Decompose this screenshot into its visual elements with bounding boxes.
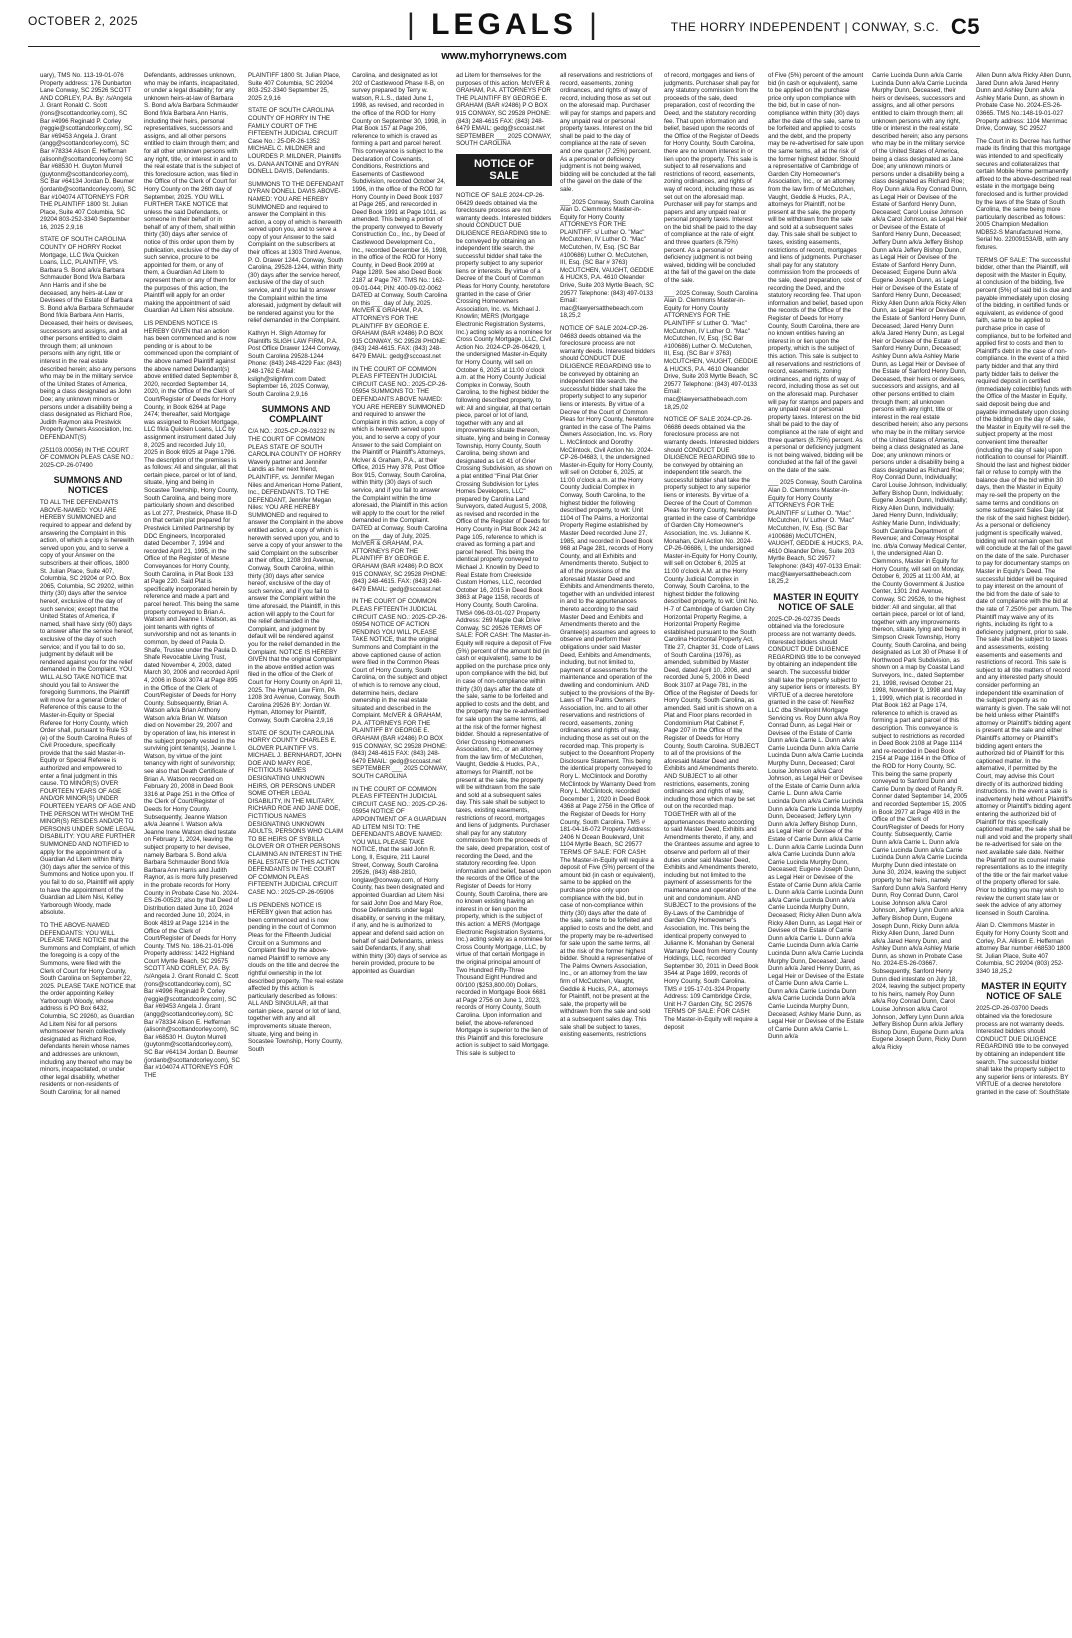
notice-paragraph: STATE OF SOUTH CAROLINA COUNTY OF HORRY IN THE FAMILY COURT OF THE FIFTEENTH JUDICIAL CIRCUIT Case No.: 25-DR-26-1352 MICHAEL C. MILDNER and LOURDES P. MILDNER, Plaintiffs vs. DANA ANTOINE and DYRAN DONELL DAVIS, Defendants. [248, 107, 341, 176]
notice-paragraph: 2025-CP-26-03700 Deeds obtained via the foreclosure process are not warranty deeds. Interested bidders should CONDUCT DUE DILIGENCE REGARDING title to be conveyed by obtaining an independent title search. The successful bidder shall take the property subject to any superior liens or interests. BY VIRTUE of a decree heretofore granted in the case of: SouthState [976, 1005, 1070, 1096]
notice-paragraph: NOTICE OF SALE 2024-CP-26-06686 deeds obtained via the foreclosure process are not warranty deeds. Interested bidders should CONDUCT DUE DILIGENCE REGARDING title to be conveyed by obtaining an independent title search. the successful bidder shall take the property subject to any superior liens or interests. By virtue of a Decree of the Court of Common Pleas for Horry County, heretofore granted in the case of Cambridge of Garden City Homeowner's Association, Inc. vs. Julianne K. Monahan, Civil Action No. 2024-CP-26-06686, I, the undersigned Master-in-Equity for Horry County, will sell on October 6, 2025 at 11:00 o'clock A.M. at the Horry County Judicial Complex in Conway, South Carolina, to the highest bidder the following described property, to wit: Unit No. H-7 of Cambridge of Garden City Horizontal Property Regime, a Horizontal Property Regime established pursuant to the South Carolina Horizontal Property Act, Title 27, Chapter 31, Code of Laws of South Carolina (1976), as amended, submitted by Master Deed, dated April 10, 2006, and recorded June 5, 2006 in Deed Book 3107 at Page 781, in the Office of the Register of Deeds for Horry County, South Carolina, as amended. Said unit is shown on a Plat and Floor plans recorded in Condominium Plat Cabinet F, Page 207 in the Office of the Register of Deeds for Horry County, South Carolina. SUBJECT to all of the provisions of the aforesaid Master Deed and Exhibits and Amendments thereto. AND SUBJECT to all other restrictions, easements, zoning ordinances and rights of way, including those which may be set out on the recorded map. TOGETHER with all of the appurtenances thereto according to said Master Deed, Exhibits and Amendments thereto, if any, and the Grantees assume and agree to observe and perform all of their duties under said Master Deed, Exhibits and Amendments thereto, including but not limited to the payment of assessments for the maintenance and operation of the unit and condominium. AND SUBJECT to the provisions of the By-Laws of the Cambridge of Garden City Homeowner's Association, Inc. This being the identical property conveyed to Julianne K. Monahan by General Warranty Deed from Horry County Holdings, LLC, recorded September 30, 2011 in Deed Book 3544 at Page 1699, records of Horry County, South Carolina. TMS # 195-17-01-324 Property Address: 109 Cambridge Circle, Unit H-7 Garden City, SC 29576 TERMS OF SALE: FOR CASH: The Master-in-Equity will require a deposit [664, 416, 760, 1031]
section-name: LEGALS [431, 8, 577, 41]
publication-info [671, 14, 980, 40]
notice-paragraph: of Five (5%) percent of the amount bid (in cash or equivalent), same to be applied on the purchase price only upon compliance with the bid, but in case of non-compliance within thirty (30) days after the date of the sale, same to be forfeited and applied to costs and the debt, and the property may be re-advertised for sale upon the same terms, all at the risk of the former highest bidder. Should a representative of Cambridge of Garden City Homeowner's Association, Inc., or an attorney from the law firm of McCutchen, Vaught, Geddie & Hucks, P.A., attorneys for Plaintiff, not be present at the sale, the property will be withdrawn from the sale and sold at a subsequent sales day. This sale shall be subject to taxes, existing easements, restrictions of record, mortgages and liens of judgments. Purchaser shall pay for any statutory commission from the proceeds of the sale, deed preparation, cost of recording the Deed, and the statutory recording fee. That upon information and belief, based upon the records of the Office of the Register of Deeds for Horry County, South Carolina, there are no known entities having an interest in or lien upon the property, which is the subject of this action. This sale is subject to all reservations and restrictions of record, easements, zoning ordinances, and rights of way of record, including those as set out on the aforesaid map. Purchaser will pay for stamps and papers and any unpaid real or personal property taxes. Interest on the bid shall be paid to the day of compliance at the rate of eight and three quarters (8.75%) percent. As a personal or deficiency judgment is not being waived, bidding will be concluded at the fall of the gavel on the date of the sale. [768, 72, 864, 474]
notice-paragraph: LIS PENDENS NOTICE IS HEREBY given that action has been commenced and is now pending in the court of Common Pleas for the Fifteenth Judicial Circuit on a Summons and Complaint filed by the above-named Plaintiff to remove any clouds on the title and decree the rightful ownership in the lot described property. The real estate affected by this action is particularly described as follows: ALL AND SINGULAR, all that certain piece, parcel or lot of land, together with any and all improvements situate thereon, situate, lying and being in Socastee Township, Horry County, South [248, 901, 344, 1053]
notice-heading: MASTER IN EQUITY NOTICE OF SALE [773, 591, 859, 612]
notice-column-1 [40, 72, 136, 1628]
notice-column-2 [144, 72, 240, 1628]
notice-column-9 [872, 72, 968, 1628]
notice-paragraph: TO ALL THE DEFENDANTS ABOVE-NAMED: YOU ARE HEREBY SUMMONED and required to appear and defend by answering the Complaint in this action, of which a copy is herewith served upon you, and to serve a copy of your Answer on the subscribers at their offices, 1800 St. Julian Place, Suite 407, Columbia, SC 29204 or P.O. Box 2065, Columbia, SC 29202, within thirty (30) days after the service hereof, exclusive of the day of such service; except that the United States of America, if named, shall have sixty (60) days to answer after the service hereof, exclusive of the day of such service; and if you fail to do so, judgment by default will be rendered against you for the relief demanded in the Complaint. YOU WILL ALSO TAKE NOTICE that should you fail to Answer the foregoing Summons, the Plaintiff will move for a general Order of Reference of this cause to the Master-in-Equity or Special Referee for Horry County, which Order shall, pursuant to Rule 53 (e) of the South Carolina Rules of Civil Procedure, specifically provide that the said Master-in-Equity or Special Referee is authorized and empowered to enter a final judgment in this cause. TO MINOR(S) OVER FOURTEEN YEARS OF AGE AND/OR MINOR(S) UNDER FOURTEEN YEARS OF AGE AND THE PERSON WITH WHOM THE MINOR(S) RESIDES AND/OR TO PERSONS UNDER SOME LEGAL DISABILITY: YOU ARE FURTHER SUMMONED AND NOTIFIED to apply for the appointment of a Guardian Ad Litem within thirty (30) days after the service of this Summons and Notice upon you. If you fail to do so, Plaintiff will apply to have the appointment of the Guardian ad Litem Nisi, Kelley Yarborough Woody, made absolute. [40, 499, 136, 917]
notice-paragraph: 2025-CP-26-02735 Deeds obtained via the foreclosure process are not warranty deeds. Interested bidders should CONDUCT DUE DILIGENCE REGARDING title to be conveyed by obtaining an independent title search. The successful bidder shall take the property subject to any superior liens or interests. BY VIRTUE of a decree heretofore granted in the case of: NewRez LLC dba Shellpoint Mortgage Servicing vs. Roy Dunn a/k/a Roy Conrad Dunn, as Legal Heir or Devisee of the Estate of Carrie Dunn a/k/a Carrie L. Dunn a/k/a Carrie Lucinda Dunn a/k/a Carrie Lucinda Dunn a/k/a Carrie Lucinda Murphy Dunn, Deceased; Carol Louise Johnson a/k/a Carol Johnson, as Legal Heir or Devisee of the Estate of Carrie Dunn a/k/a Carrie L. Dunn a/k/a Carrie Lucinda Dunn a/k/a Carrie Lucinda Dunn a/k/a Carrie Lucinda Murphy Dunn, Deceased; Jeffery Lynn Dunn a/k/a Jeffery Bishop Dunn, as Legal Heir or Devisee of the Estate of Carrie Dunn a/k/a Carrie L. Dunn a/k/a Carrie Lucinda Dunn a/k/a Carrie Lucinda Dunn a/k/a Carrie Lucinda Murphy Dunn, Deceased; Eugene Joseph Dunn, as Legal Heir or Devisee of the Estate of Carrie Dunn a/k/a Carrie L. Dunn a/k/a Carrie Lucinda Dunn a/k/a Carrie Lucinda Dunn a/k/a Carrie Lucinda Murphy Dunn, Deceased; Ricky Allen Dunn a/k/a Ricky Allen Dunn, as Legal Heir or Devisee of the Estate of Carrie Dunn a/k/a Carrie L. Dunn a/k/a Carrie Lucinda Dunn a/k/a Carrie Lucinda Dunn a/k/a Carrie Lucinda Murphy Dunn, Deceased; Jared Dunn a/k/a Jared Henry Dunn, as Legal Heir or Devisee of the Estate of Carrie Dunn a/k/a Carrie L. Dunn a/k/a Carrie Lucinda Dunn a/k/a Carrie Lucinda Dunn a/k/a Carrie Lucinda Murphy Dunn, Deceased; Ashley Marie Dunn, as Legal Heir or Devisee of the Estate of Carrie Dunn a/k/a Carrie L. Dunn a/k/a [768, 615, 864, 1041]
notice-paragraph: Allen Dunn a/k/a Ricky Allen Dunn, Jared Dunn a/k/a Jared Henry Dunn and Ashley Dunn a/k/a Ashley Marie Dunn, as shown in Probate Case No. 2024-ES-26-03665. TMS No.:148-19-01-027 Property address: 1104 Merrimac Drive, Conway, SC 29527 [976, 72, 1072, 133]
notice-paragraph: NOTICE OF SALE 2024-CP-26-06429 deeds obtained via the foreclosure process are not warranty deeds. Interested bidders should CONDUCT DUE DILIGENCE REGARDING title to be conveyed by obtaining an independent title search. the successful bidder shall take the property subject to any superior liens or interests. By virtue of a Decree of the Court of Common Pleas for Horry County, heretofore granted in the case of Grier Crossing Homeowners Association, Inc. vs. Michael J. Knowlin; MERS (Mortgage Electronic Registration Systems, Inc.) acting solely as a nominee for Cross County Mortgage, LLC, Civil Action No. 2024-CP-26-06429, I, the undersigned Master-in-Equity for Horry County, will sell on October 6, 2025 at 11:00 o'clock a.m. at the Horry County Judicial Complex in Conway, South Carolina, to the highest bidder the following described property, to wit: All and singular, all that certain piece, parcel or lot of land, together with any and all improvements situate thereon, situate, lying and being in Conway Township, Horry County, South Carolina, being shown and designated as Lot 41 of Grier Crossing Subdivision, as shown on a plat entitled "Final Plat Grier Crossing Subdivision for Lyles Homes Developers, LLC" prepared by Carolina Land Surveyors, dated August 5, 2008, as revised and recorded in the Office of the Register of Deeds for Horry County in Plat Book 242 at Page 105, reference to which is craved as forming a part and parcel hereof. This being the identical property conveyed to Michael J. Knowlin by Deed to Real Estate from Creekside Custom Homes, LLC, recorded October 16, 2015 in Deed Book 3863 at Page 1158, records of Horry County, South Carolina. TMS# 096-03-01-027 Property Address: 269 Maple Oak Drive Conway, SC 29526 TERMS OF SALE: FOR CASH: The Master-in-Equity will require a deposit of Five (5%) percent of the amount bid (in cash or equivalent), same to be applied on the purchase price only upon compliance with the bid, but in case of non-compliance within thirty (30) days after the date of the sale, same to be forfeited and applied to costs and the debt, and the property may be re-advertised for sale upon the same terms, all at the risk of the former highest bidder. Should a representative of Grier Crossing Homeowners Association, Inc., or an attorney from the law firm of McCutchen, Vaught, Geddie & Hucks, P.A., attorneys for Plaintiff, not be present at the sale, the property will be withdrawn from the sale and sold at a subsequent sales day. This sale shall be subject to taxes, existing easements, restrictions of record, mortgages and liens of judgments. Purchaser shall pay for any statutory commission from the proceeds of the sale, deed preparation, cost of recording the Deed, and the statutory recording fee. Upon information and belief, based upon the records of the Office of the Register of Deeds for Horry County, South Carolina, there are no known existing having an interest in or lien upon the property, which is the subject of this action: a MERS (Mortgage Electronic Registration Systems, Inc.) acting solely as a nominee for Cross County Mortgage, LLC, by virtue of that certain Mortgage in the original principal amount of Two Hundred Fifty-Three Thousand Eight Hundred and 00/100 ($253,800.00) Dollars, recorded in Mortgage Book 6681 at Page 2756 on June 1, 2023, records of Horry County, South Carolina. Upon information and belief, the above-referenced Mortgage is superior to the lien of this Plaintiff and this foreclosure action is subject to said Mortgage. This sale is subject to [456, 191, 552, 1058]
notice-column-5 [456, 72, 552, 1628]
masthead-rule [28, 46, 980, 47]
notice-paragraph: C/A NO.: 2025-CP-26-03232 IN THE COURT OF COMMON PLEAS STATE OF SOUTH CAROLINA COUNTY OF HORRY Waverly partner and Jennifer Landis as her next friend, PLAINTIFF, vs. Jennifer Megan Niles and American Home Patient, Inc., DEFENDANTS. TO THE DEFENDANT, Jennifer Megan Niles: YOU ARE HEREBY SUMMONED and required to answer the Complaint in the above entitled action, a copy of which is herewith served upon you, and to serve a copy of your answer to the said Complaint on the subscriber at their office, 1208 3rd Avenue, Conway, South Carolina, within thirty (30) days after service hereof, exclusive of the day of such service, and if you fail to answer the Complaint within the time aforesaid, the Plaintiff, in this action will apply to the Court for the relief demanded in the Complaint, and judgment by default will be rendered against you for the relief demanded in the Complaint. NOTICE IS HEREBY GIVEN that the original Complaint in the above entitled action was filed in the office of the Clerk of Court for Horry County on April 11, 2025. The Hyman Law Firm, PA 1208 3rd Avenue, Conway, South Carolina 29526 BY: Jordan W. Hyman, Attorney for Plaintiff, Conway, South Carolina 2,9,16 [248, 428, 344, 724]
notice-paragraph: ad Litem for themselves for the purposes of this action. McIVER & GRAHAM, P.A. ATTORNEYS FOR THE PLAINTIFF BY GEORGE E. GRAHAM (BAR #2486) P O BOX 915 CONWAY, SC 29528 PHONE: (843) 248-4615 FAX: (843) 248-6479 EMAIL: gedg@sccoast.net SEPTEMBER ___ 2025 CONWAY, SOUTH CAROLINA [456, 72, 552, 148]
issue-date: OCTOBER 2, 2025 [28, 14, 138, 28]
title-bar-left: | [407, 8, 419, 41]
notice-paragraph: IN THE COURT OF COMMON PLEAS FIFTEENTH JUDICIAL CIRCUIT CASE NO.: 2025-CP-26-05954 NOTICE OF APPOINTMENT OF A GUARDIAN AD LITEM NISI TO: THE DEFENDANTS ABOVE NAMED: YOU WILL PLEASE TAKE NOTICE, that the said John R. Long, II, Esquire, 211 Laurel Street, Conway, South Carolina 29526, (843) 488-2810, longlaw@conway.com, of Horry County, has been designated and appointed Guardian ad Litem Nisi for said John Doe and Mary Roe, those Defendants under legal disability, or serving in the military, if any, and he is authorized to appear and defend said action on behalf of said Defendants, unless said Defendants, if any, shall within thirty (30) days of service as herein provided, procure to be appointed as Guardian [352, 785, 448, 975]
notice-paragraph: IN THE COURT OF COMMON PLEAS FIFTEENTH JUDICIAL CIRCUIT CASE NO.: 2025-CP-26-05954 NOTICE OF ACTION PENDING YOU WILL PLEASE TAKE NOTICE, that the original Summons and Complaint in the above captioned cause of action were filed in the Common Pleas Court of Horry County, South Carolina, on the subject and object of which is to remove any cloud, determine heirs, declare ownership in the real estate situated and described in the Complaint. McIVER & GRAHAM, P.A. ATTORNEYS FOR THE PLAINTIFF BY GEORGE E. GRAHAM (BAR #2486) P.O BOX 915 CONWAY, SC 29528 PHONE: (843) 248-4615 FAX: (843) 248-6479 EMAIL: gedg@sccoast.net SEPTEMBER ___ 2025 CONWAY, SOUTH CAROLINA [352, 598, 448, 781]
notice-paragraph: of record, mortgages and liens of judgments. Purchaser shall pay for any statutory commission from the proceeds of the sale, deed preparation, cost of recording the Deed, and the statutory recording fee. That upon information and belief, based upon the records of the Office of the Register of Deeds for Horry County, South Carolina, there are no known interest in or lien upon the property. This sale is subject to all reservations and restrictions of record, easements, zoning ordinances, and rights of way of record, including those as set out on the aforesaid map. Purchaser will pay for stamps and papers and any unpaid real or personal property taxes. Interest on the bid shall be paid to the day of compliance at the rate of eight and three quarters (8.75%) percent. As a personal or deficiency judgment is not being waived, bidding will be concluded at the fall of the gavel on the date of the sale. [664, 72, 760, 285]
notice-paragraph: Carolina, and designated as lot 202 of Castlewood Phase II-B, on survey prepared by Terry w. watson, R.L.S., dated June 1, 1998, as revised, and recorded in the office of the ROD for Horry County on September 30, 1998, in Plat Book 157 at Page 206, reference to which is craved as forming a part and parcel hereof. This conveyance is subject to the Declaration of Covenants, Conditions, Restrictions and Easements of Castlewood Subdivision, recorded October 24, 1996, in the office of the ROD for Horry County in Deed Book 1937 at Page 265, and rerecorded in Deed Book 1991 at Page 1011, as amended. This being a portion of the property conveyed to Beverly Construction Co., Inc., by Deed of Castlewood Development Co., Inc., recorded December 16, 1998, in the office of the ROD for Horry County, in Deed Book 2099 at Page 1289. See also Deed Book 2187 at Page 767. TMS No.: 162-09-01-044; PIN: 400-09-02-0062 DATED at Conway, South Carolina on this ___ day of July, 2025. McIVER & GRAHAM, P.A. ATTORNEYS FOR THE PLAINTIFF BY GEORGE E. GRAHAM (BAR #2486) P.O BOX 915 CONWAY, SC 29528 PHONE: (843) 248-4615. FAX: (843) 248-6479 EMAIL: gedg@sccoast.net [352, 72, 448, 360]
notice-paragraph: Alan D. Clemmons Master in Equity for Horry County Scott and Corley, P.A. Allison E. Heffernan attorney Bar number #68530 1800 St. Julian Place, Suite 407 Columbia, SC 29204 (803) 252-3340 18,25,2 [976, 922, 1071, 975]
notice-paragraph: (251103.00056) IN THE COURT OF COMMON PLEAS CASE NO.: 2025-CP-26-07490 [40, 446, 134, 469]
notice-column-3 [248, 72, 344, 1628]
notice-column-10 [976, 72, 1072, 1628]
notice-heading: NOTICE OF SALE [456, 154, 552, 186]
notice-paragraph: The Court in its Decree has further made its finding that this mortgage was intended to and specifically secures and collateralizes that certain Mobile Home permanently affixed to the above-described real estate in the mortgage being foreclosed and is further provided by the laws of the State of South Carolina, the same being more particularly described as follows: 2005 Champion Medallion MDB52-S Manufactured Home, Serial No. 22009153A/B, with any fixtures. [976, 137, 1071, 252]
notice-paragraph: ___ 2025 Conway, South Carolina Alan D. Clemmons Master-in-Equity for Horry County ATTORNEYS FOR THE PLAINTIFF s/ Luther O. "Mac" McCutchen, IV Luther O. "Mac" McCutchen, IV, Esq. (SC Bar #100686) Luther O. McCutchen, III, Esq. (SC Bar # 3763) McCUTCHEN, VAUGHT, GEDDIE & HUCKS, P.A. 4610 Oleander Drive, Suite 203 Myrtle Beach, SC 29577 Telephone: (843) 497-0133 Email: mac@lawyersatthebeach.com 18,25,02 [664, 289, 758, 411]
notice-paragraph: STATE OF SOUTH CAROLINA HORRY COUNTY CHARLES E. GLOVER PLAINTIFF VS. MICHAEL J. BERNHARDT, JOHN DOE AND MARY ROE, FICTITIOUS NAMES DESIGNATING UNKNOWN HEIRS, OR PERSONS UNDER SOME OTHER LEGAL DISABILITY, IN THE MILITARY, RICHARD ROE AND JANE DOE, FICTITIOUS NAMES DESIGNATING UNKNOWN ADULTS, PERSONS WHO CLAIM TO BE HEIRS OF SYBILLA GLOVER OR OTHER PERSONS CLAIMING AN INTEREST IN THE REAL ESTATE OF THIS ACTION DEFENDANTS IN THE COURT OF COMMON PLEAS FIFTEENTH JUDICIAL CIRCUIT CASE NO.: 2025-CP-26-05906 [248, 729, 344, 896]
notice-paragraph: uary), TMS No. 113-19-01-076 Property address: 176 Dunbarton Lane Conway, SC 29526 SCOTT AND CORLEY, P.A. By: /s/Angela J. Grant Ronald C. Scott (rons@scottandcorley.com), SC Bar #4996 Reginald P. Corley (reggie@scottandcorley.com), SC Bar #69453 Angela J. Grant (angg@scottandcorley.com), SC Bar #78334 Alison E. Heffernan (alisonh@scottandcorley.com) SC Bar #68530 H. Guyton Murrell (guytonm@scottandcorley.com), SC Bar #64134 Jordan D. Beumer (jordanb@scottandcorley.com), SC Bar #104074 ATTORNEYS FOR THE PLAINTIFF 1800 St. Julian Place, Suite 407 Columbia, SC 29204 803-252-3340 September 16, 2025 2,9,16 [40, 72, 136, 231]
notice-column-4 [352, 72, 448, 1628]
notice-column-7 [664, 72, 760, 1628]
notice-paragraph: all reservations and restrictions of record, easements, zoning ordinances, and rights of way of record, including those as set out on the aforesaid map. Purchaser will pay for stamps and papers and any unpaid real or personal property taxes. Interest on the bid shall be paid to the day of compliance at the rate of seven and one quarter (7.25%) percent. As a personal or deficiency judgment is not being waived, bidding will be concluded at the fall of the gavel on the date of the sale. [560, 72, 656, 193]
notice-paragraph: STATE OF SOUTH CAROLINA COUNTY OF HORRY Rocket Mortgage, LLC f/k/a Quicken Loans, LLC, PLAINTIFF, VS. Barbara S. Bond a/k/a Barbara Schmauder Bond f/k/a Barbara Ann Harris and if she be deceased, any heirs-at-Law or Devisees of the Estate of Barbara S. Bond a/k/a Barbara Schmauder Bond f/k/a Barbara Ann Harris, Deceased, their heirs or devisees, successors and assigns, and all other persons entitled to claim through them; all unknown persons with any right, title or interest in the real estate described herein; also any persons who may be in the military service of the United States of America, being a class designated as John Doe; any unknown minors or persons under a disability being a class designated as Richard Roe, Judith Raymon aka Prestwick Property Owners Association, Inc. DEFENDANT(S) [40, 236, 136, 441]
website-link[interactable]: www.myhorrynews.com [441, 50, 567, 62]
notice-paragraph: PLAINTIFF 1800 St. Julian Place, Suite 407 Columbia, SC 29204 803-252-3340 September 25, 2025 2,9,16 [248, 72, 341, 102]
masthead [28, 8, 980, 42]
page-number: C5 [950, 14, 980, 39]
notice-paragraph: Carrie Lucinda Dunn a/k/a Carrie Lucinda Dunn a/k/a Carrie Lucinda Murphy Dunn, Deceased, their heirs or devisees, successors and assigns, and all other persons entitled to claim through them; all unknown persons with any right, title or interest in the real estate described herein; also any persons who may be in the military service of the United States of America, being a class designated as Jane Doe; any unknown minors or persons under a disability being a class designated as Richard Roe; Roy Dunn a/k/a Roy Conrad Dunn, as Legal Heir or Devisee of the Estate of Sanford Henry Dunn, Deceased; Carol Louise Johnson a/k/a Carol Johnson, as Legal Heir or Devisee of the Estate of Sanford Henry Dunn, Deceased; Jeffery Dunn a/k/a Jeffery Bishop Dunn a/k/a Jeffery Bishop Dunn, as Legal Heir or Devisee of the Estate of Sanford Henry Dunn, Deceased; Eugene Dunn a/k/a Eugene Joseph Dunn, as Legal Heir or Devisee of the Estate of Sanford Henry Dunn, Deceased; Ricky Allen Dunn a/k/a Ricky Allen Dunn, as Legal Heir or Devisee of the Estate of Sanford Henry Dunn, Deceased; Jared Henry Dunn a/k/a Jared Henry Dunn, as Legal Heir or Devisee of the Estate of Sanford Henry Dunn, Deceased; Ashley Dunn a/k/a Ashley Marie Dunn, as Legal Heir or Devisee of the Estate of Sanford Henry Dunn, Deceased, their heirs or devisees, successors and assigns, and all other persons entitled to claim through them; all unknown persons with any right, title or interest in the real estate described herein; also any persons who may be in the military service of the United States of America, being a class designated as Jane Doe; any unknown minors or persons under a disability being a class designated as Richard Roe; Roy Conrad Dunn, Individually; Carol Louise Johnson, Individually; Jeffery Bishop Dunn, Individually; Eugene Joseph Dunn, Individually; Ricky Allen Dunn, Individually; Jared Henry Dunn, Individually; Ashley Marie Dunn, Individually; South Carolina Department of Revenue; and Conway Hospital Inc. d/b/a Conway Medical Center, I, the undersigned Alan D. Clemmons, Master in Equity for Horry County, will sell on Monday, October 6, 2025 at 11:00 AM, at the County Government & Justice Center, 1301 2nd Avenue, Conway, SC 29526, to the highest bidder: All and singular, all that certain piece, parcel or lot of land, together with any improvements thereon, situate, lying and being in Simpson Creek Township, Horry County, South Carolina, and being designated as Lot 30 of Phase II of Northwood Park Subdivision, as shown on a map by Coastal Land Surveyors, Inc., dated September 21, 1998, revised October 21, 1998, November 9, 1998 and May 1, 1999, which plat is recorded in Plat Book 162 at Page 174, reference to which is craved as forming a part and parcel of this description. This conveyance is subject to restrictions as recorded in Deed Book 2108 at Page 1114 and re-recorded in Deed Book 2154 at Page 1164 in the Office of the ROD for Horry County, SC. This being the same property conveyed to Sanford Dunn and Carrie Dunn by deed of Randy R. Conner dated September 14, 2005 and recorded September 15, 2005 in Book 2977 at Page 493 in the Office of the Clerk of Court/Register of Deeds for Horry County. Subsequently, Carrie Dunn a/k/a Carrie L. Dunn a/k/a Carrie Lucinda Dunn a/k/a Carrie Lucinda Dunn a/k/a Carrie Lucinda Murphy Dunn died intestate on June 30, 2024, leaving the subject property to her heirs, namely Sanford Dunn a/k/a Sanford Henry Dunn, Roy Conrad Dunn, Carol Louise Johnson a/k/a Carol Johnson, Jeffery Lynn Dunn a/k/a Jeffery Bishop Dunn, Eugene Joseph Dunn, Ricky Dunn a/k/a Ricky Allen Dunn, Jared Dunn a/k/a Jared Henry Dunn, and Ashley Dunn a/k/a Ashley Marie Dunn, as shown in Probate Case No. 2024-ES-26-03667. Subsequently, Sanford Henry Dunn died intestate on July 18, 2024, leaving the subject property to his heirs, namely Roy Dunn a/k/a Roy Conrad Dunn, Carol Louise Johnson a/k/a Carol Johnson, Jeffery Lynn Dunn a/k/a Jeffery Bishop Dunn a/k/a Jeffery Bishop Dunn, Eugene Dunn a/k/a Eugene Joseph Dunn, Ricky Dunn a/k/a Ricky [872, 72, 968, 1051]
notice-paragraph: TO THE ABOVE-NAMED DEFENDANTS: YOU WILL PLEASE TAKE NOTICE that the Summons and Complaint, of which the foregoing is a copy of the Summons, were filed with the Clerk of Court for Horry County, South Carolina on September 22, 2025. PLEASE TAKE NOTICE that the order appointing Kelley Yarborough Woody, whose address is PO Box 6432, Columbia, SC 29260, as Guardian Ad Litem Nisi for all persons whomsoever herein collectively designated as Richard Roe, defendants herein whose names and addresses are unknown, including any thereof who may be minors, incapacitated, or under other legal disability, whether residents or non-residents of South Carolina; for all named [40, 921, 136, 1096]
notice-paragraph: NOTICE OF SALE 2024-CP-26-04683 deeds obtained via the foreclosure process are not warranty deeds. Interested bidders should CONDUCT DUE DILIGENCE REGARDING title to be conveyed by obtaining an independent title search. the successful bidder shall take the property subject to any superior liens or interests. By virtue of a Decree of the Court of Common Pleas for Horry County, heretofore granted in the case of The Palms Owners Association, Inc. vs. Rory L. McClintock and Dorothy McClintock, Civil Action No. 2024-CP-26-04683, I, the undersigned Master-in-Equity for Horry County, will sell on October 6, 2025, at 11:00 o'clock a.m. at the Horry County Judicial Complex in Conway, South Carolina, to the highest bidder the following described property, to wit: Unit 1104 of The Palms, a Horizontal Property Regime established by Master Deed recorded June 27, 1985, and recorded in Deed Book 968 at Page 281, records of Horry County, and all Exhibits and Amendments thereto. Subject to all of the provisions of the aforesaid Master Deed and Exhibits and Amendments thereto, together with an undivided interest in and to the appurtenances thereto according to the said Master Deed and Exhibits and Amendments thereto and the Grantee(s) assumes and agrees to observe and perform their obligations under said Master Deed, Exhibits and Amendments, including, but not limited to, payment of assessments for the maintenance and operation of the dwelling and condominium. AND subject to the provisions of the By-Laws of The Palms Owners Association, Inc. and to all other reservations and restrictions of record, easements, zoning ordinances and rights of way, including those as set out on the recorded map. This property is subject to the Oceanfront Property Disclosure Statement. This being the identical property conveyed to Rory L. McClintock and Dorothy McClintock by Warranty Deed from Rory L. McClintock, recorded December 1, 2020 in Deed Book 4368 at Page 2756 in the Office of the Register of Deeds for Horry County, South Carolina. TMS # 181-04-16-072 Property Address: 2406 N Ocean Boulevard, Unit 1104 Myrtle Beach, SC 29577 TERMS OF SALE: FOR CASH: The Master-in-Equity will require a deposit of Five (5%) percent of the amount bid (in cash or equivalent), same to be applied on the purchase price only upon compliance with the bid, but in case of non-compliance within thirty (30) days after the date of the sale, same to be forfeited and applied to costs and the debt, and the property may be re-advertised for sale upon the same terms, all at the risk of the former highest bidder. Should a representative of The Palms Owners Association, Inc., or an attorney from the law firm of McCutchen, Vaught, Geddie & Hucks, P.A., attorneys for Plaintiff, not be present at the sale, the property will be withdrawn from the sale and sold at a subsequent sales day. This sale shall be subject to taxes, existing easements, restrictions [560, 325, 656, 1039]
publication-name: THE HORRY INDEPENDENT | CONWAY, S.C. [670, 20, 940, 34]
legal-notices-columns [40, 72, 1072, 1628]
notice-paragraph: SUMMONS TO THE DEFENDANT DYRAN DONELL DAVIS ABOVE-NAMED: YOU ARE HEREBY SUMMONED and required to answer the Complaint in this action, a copy of which is herewith served upon you, and to serve a copy of your Answer to the said Complaint on the subscribers at their offices at 1303 Third Avenue, P. O. Drawer 1244, Conway, South Carolina, 29528-1244, within thirty (30) days after the service hereof, exclusive of the day of such service, and if you fail to answer the Complaint within the time aforesaid, judgment by default will be rendered against you for the relief demanded in the Complaint. [248, 180, 344, 325]
notice-paragraph: Kathryn H. Sligh Attorney for Plaintiffs SLIGH LAW FIRM, P.A. Post Office Drawer 1244 Conway, South Carolina 29528-1244 Phone: (843) 248-4229 Fax: (843) 248-1762 E-Mail: ksligh@slighfirm.com Dated: September 16, 2025 Conway, South Carolina 2,9,16 [248, 330, 342, 398]
notice-heading: SUMMONS AND COMPLAINT [261, 404, 331, 425]
notice-paragraph: LIS PENDENS NOTICE IS HEREBY GIVEN that an action has been commenced and is now pending or is about to be commenced upon the complaint of the above named Plaintiff against the above named Defendant(s) above entitled dated September 8, 2020, recorded September 14, 2020, in the Office of the Clerk of Court/Register of Deeds for Horry County, in Book 6264 at Page 2474; thereafter, said Mortgage was assigned to Rocket Mortgage, LLC f/k/a Quicken Loans, LLC by assignment instrument dated July 8, 2025 and recorded July 10, 2025 in Book 6925 at Page 1796. The description of the premises is as follows: All and singular, all that certain piece, parcel or lot of land, situate, lying and being in Socastee Township, Horry County, South Carolina, and being more particularly shown and described as Lot 277, Prestwick, Phase III-D on that certain plat prepared for Prestwick Limited Partnership by DDC Engineers, Incorporated dated December 7, 1994 and recorded April 21, 1995, in the Office of the Register of Mesne Conveyances for Horry County, South Carolina, in Plat Book 133 at Page 220. Said Plat is specifically incorporated herein by reference and made a part and parcel hereof. This being the same property conveyed to Brian A. Watson and Jeanne I. Watson, as joint tenants with rights of survivorship and not as tenants in common, by deed of Paula D. Shafe, Trustee under the Paula D. Shafe Revocable Living Trust, dated November 4, 2003, dated March 30, 2006 and recorded April 4, 2006 in Book 3074 at Page 895 in the Office of the Clerk of Court/Register of Deeds for Horry County. Subsequently, Brian A. Watson a/k/a Brian Anthony Watson a/k/a Brian W. Watson died on November 29, 2007 and by operation of law, his interest in the subject property vested in the surviving joint tenant(s), Jeanne I. Watson, by virtue of the joint tenancy with right of survivorship; see also that Death Certificate of Brian A. Watson recorded on February 20, 2008 in Deed Book 3316 at Page 251 in the Office of the Clerk of Court/Register of Deeds for Horry County. Subsequently, Jeanne Watson a/k/a Jeanne I. Watson a/k/a Jeanne Irene Watson died testate on February 1, 2024, leaving the subject property to her devisee, namely Barbara S. Bond a/k/a Barbara Schmauder Bond f/k/a Barbara Ann Harris and Judith Raynor, as is more fully preserved in the probate records for Horry County in Probate Case No. 2024-ES-26-00523; also by that Deed of Distribution dated June 10, 2024 and recorded June 10, 2024, in Book 4819 at Page 1214 in the Office of the Clerk of Court/Register of Deeds for Horry County. TMS No. 186-21-01-096 Property address: 1422 Highland Court Myrtle Beach, SC 29575 SCOTT AND CORLEY, P.A. By: /s/Angela J. Grant Ronald C. Scott (rons@scottandcorley.com), SC Bar #4996 Reginald P. Corley (reggie@scottandcorley.com), SC Bar #69453 Angela J. Grant (angg@scottandcorley.com), SC Bar #78334 Alison E. Heffernan (alisonh@scottandcorley.com), SC Bar #68530 H. Guyton Murrell (guytonm@scottandcorley.com), SC Bar #64134 Jordan D. Beumer (jordanb@scottandcorley.com), SC Bar #104074 ATTORNEYS FOR THE [144, 320, 240, 1079]
notice-heading: MASTER IN EQUITY NOTICE OF SALE [981, 981, 1067, 1002]
notice-paragraph: TERMS OF SALE: The successful bidder, other than the Plaintiff, will deposit with the Master in Equity, at conclusion of the bidding, five percent (5%) of said bid is due and payable immediately upon closing of the bidding, in certified funds or equivalent, as evidence of good faith, same to be applied to purchase price in case of compliance, but to be forfeited and applied first to costs and then to Plaintiff's debt in the case of non-compliance. In the event of a third party bidder and that any third party bidder fails to deliver the required deposit in certified (immediately collectible) funds with the Office of the Master in Equity, said deposit being due and payable immediately upon closing of the bidding on the day of sale, the Master in Equity will re-sell the subject property at the most convenient time thereafter (including the day of sale) upon notification to counsel for Plaintiff. Should the last and highest bidder fail or refuse to comply with the balance due of the bid within 30 days, then the Master in Equity may re-sell the property on the same terms and conditions on some subsequent Sales Day (at the risk of the said highest bidder). As a personal or deficiency judgment is specifically waived, bidding will not remain open but will conclude at the fall of the gavel on the date of the sale. Purchaser to pay for documentary stamps on Master in Equity's Deed. The successful bidder will be required to pay interest on the amount of the bid from the date of sale to date of compliance with the bid at the rate of 7.250% per annum. The Plaintiff may waive any of its rights, including its right to a deficiency judgment, prior to sale. The sale shall be subject to taxes and assessments, existing easements and easements and restrictions of record. This sale is subject to all title matters of record and any interested party should consider performing an independent title examination of the subject property as no warranty is given. The sale will not be held unless either Plaintiff's attorney or Plaintiff's bidding agent is present at the sale and either Plaintiff's attorney or Plaintiff's bidding agent enters the authorized bid of Plaintiff for this captioned matter. In the alternative, if permitted by the Court, may advise this Court directly of its authorized bidding instructions. In the event a sale is inadvertently held without Plaintiff's attorney or Plaintiff's bidding agent entering the authorized bid of Plaintiff for this specifically captioned matter, the sale shall be null and void and the property shall be re-advertised for sale on the next available sale date. Neither the Plaintiff nor its counsel make representations as to the integrity of the title or the fair market value of the property offered for sale. Prior to bidding you may wish to review the current state law or seek the advice of any attorney licensed in South Carolina. [976, 256, 1072, 917]
notice-paragraph: ___ 2025 Conway, South Carolina Alan D. Clemmons Master-in-Equity for Horry County ATTORNEYS FOR THE PLAINTIFF s/ Luther O. "Mac" McCutchen, IV Luther O. "Mac" McCutchen, IV, Esq. (SC Bar #100686) McCUTCHEN, VAUGHT, GEDDIE & HUCKS, P.A. 4610 Oleander Drive, Suite 203 Myrtle Beach, SC 29577 Telephone: (843) 497-0133 Email: mac@lawyersatthebeach.com 18,25,2 [768, 479, 864, 586]
notice-heading: SUMMONS AND NOTICES [53, 475, 123, 496]
notice-paragraph: IN THE COURT OF COMMON PLEAS FIFTEENTH JUDICIAL CIRCUIT CASE NO.: 2025-CP-26-05954 SUMMONS TO: THE DEFENDANTS ABOVE NAMED: YOU ARE HEREBY SUMMONED and required to answer the Complaint in this action, a copy of which is herewith served upon you, and to serve a copy of your Answer to the said Complaint on the Plaintiff or Plaintiff's Attorneys, McIver & Graham, P.A., at their Office, 2015 Hwy 378, Post Office Box 915, Conway, South Carolina, within thirty (30) days of such service, and if you fail to answer the Complaint within the time aforesaid, the Plaintiff in this action will apply to the court for the relief demanded in the Complaint. DATED at Conway, South Carolina on the ___ day of July, 2025. McIVER & GRAHAM, P.A. ATTORNEYS FOR THE PLAINTIFF BY GEORGE E. GRAHAM (BAR #2486) P.O BOX 915 CONWAY, SC 29528 PHONE: (843) 248-4615. FAX: (843) 248-6479 EMAIL: gedg@sccoast.net [352, 365, 448, 593]
notice-column-6 [560, 72, 656, 1628]
notice-column-8 [768, 72, 864, 1628]
title-bar-right: | [589, 8, 601, 41]
notice-paragraph: Defendants, addresses unknown, who may be infants, incapacitated, or under a legal disability; for any unknown heirs-at-law of Barbara S. Bond a/k/a Barbara Schmauder Bond f/k/a Barbara Ann Harris, including their heirs, personal representatives, successors and assigns, and all other persons entitled to claim through them; and for all other unknown persons with any right, title, or interest in and to the real estate that is the subject of this foreclosure action, was filed in the Office of the Clerk of Court for Horry County on the 26th day of September, 2025. YOU WILL FURTHER TAKE NOTICE that unless the said Defendants, or someone in their behalf or in behalf of any of them, shall within thirty (30) days after service of notice of this order upon them by publication, exclusive of the day of such service, procure to be appointed for them, or any of them, a Guardian Ad Litem to represent them or any of them for the purposes of this action, the Plaintiff will apply for an order making the appointment of said Guardian Ad Litem Nisi absolute. [144, 72, 240, 315]
notice-paragraph: ___ 2025 Conway, South Carolina Alan D. Clemmons Master-in-Equity for Horry County ATTORNEYS FOR THE PLAINTIFF: s/ Luther O. "Mac" McCutchen, IV Luther O. "Mac" McCutchen, IV, Esq. (SC Bar #100686) Luther O. McCutchen, III, Esq. (SC Bar # 3763) McCUTCHEN, VAUGHT, GEDDIE & HUCKS, P.A. 4610 Oleander Drive, Suite 203 Myrtle Beach, SC 29577 Telephone: (843) 497-0133 Email: mac@lawyersatthebeach.com 18,25,2 [560, 198, 654, 320]
